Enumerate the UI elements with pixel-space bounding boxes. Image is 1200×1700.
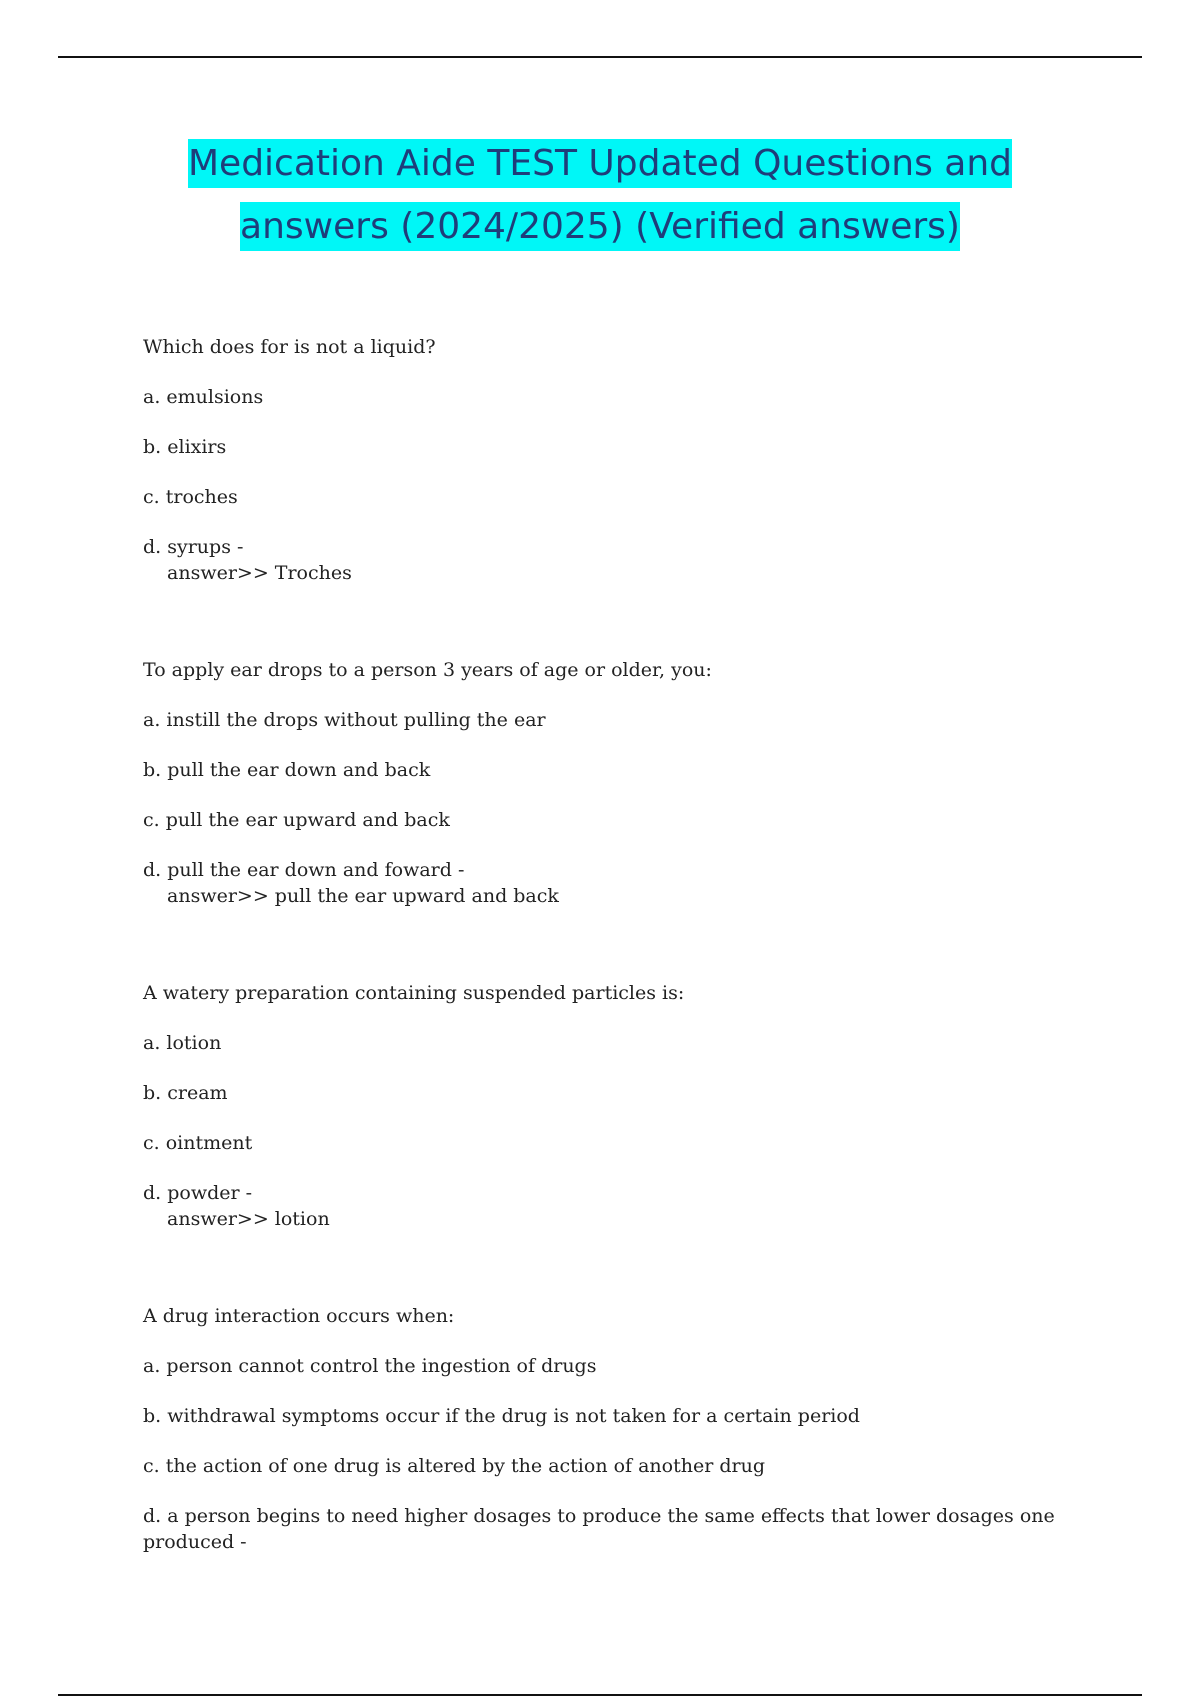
option-d: d. pull the ear down and foward -: [143, 859, 465, 881]
question-block-4: [143, 1303, 1063, 1555]
option-c: c. the action of one drug is altered by the action of another drug: [143, 1455, 765, 1477]
question-text: To apply ear drops to a person 3 years of age or older, you:: [143, 659, 712, 681]
question-block-3: [143, 980, 1063, 1232]
question-block-2: [143, 657, 1063, 909]
question-text: A drug interaction occurs when:: [143, 1305, 455, 1327]
title-line-2: answers (2024/2025) (Verified answers): [240, 202, 960, 251]
option-a: a. instill the drops without pulling the ear: [143, 709, 546, 731]
option-d: d. syrups -: [143, 536, 244, 558]
option-a: a. person cannot control the ingestion of drugs: [143, 1355, 597, 1377]
option-a: a. lotion: [143, 1032, 222, 1054]
option-b: b. withdrawal symptoms occur if the drug is not taken for a certain period: [143, 1405, 860, 1427]
answer-text: answer>> Troches: [167, 562, 352, 584]
document-title: [0, 132, 1200, 258]
option-d: d. powder -: [143, 1182, 253, 1204]
option-b: b. cream: [143, 1082, 228, 1104]
top-rule: [58, 56, 1142, 58]
answer-text: answer>> lotion: [167, 1208, 330, 1230]
option-b: b. pull the ear down and back: [143, 759, 431, 781]
question-text: A watery preparation containing suspended particles is:: [143, 982, 685, 1004]
option-c: c. ointment: [143, 1132, 253, 1154]
answer-text: answer>> pull the ear upward and back: [167, 885, 559, 907]
question-text: Which does for is not a liquid?: [143, 336, 436, 358]
option-b: b. elixirs: [143, 436, 227, 458]
option-a: a. emulsions: [143, 386, 264, 408]
question-block-1: [143, 334, 1063, 586]
option-c: c. troches: [143, 486, 238, 508]
bottom-rule: [58, 1694, 1142, 1696]
option-d: d. a person begins to need higher dosages to produce the same effects that lower dosages one produced -: [143, 1505, 1055, 1553]
title-line-1: Medication Aide TEST Updated Questions and: [188, 139, 1012, 188]
option-c: c. pull the ear upward and back: [143, 809, 450, 831]
